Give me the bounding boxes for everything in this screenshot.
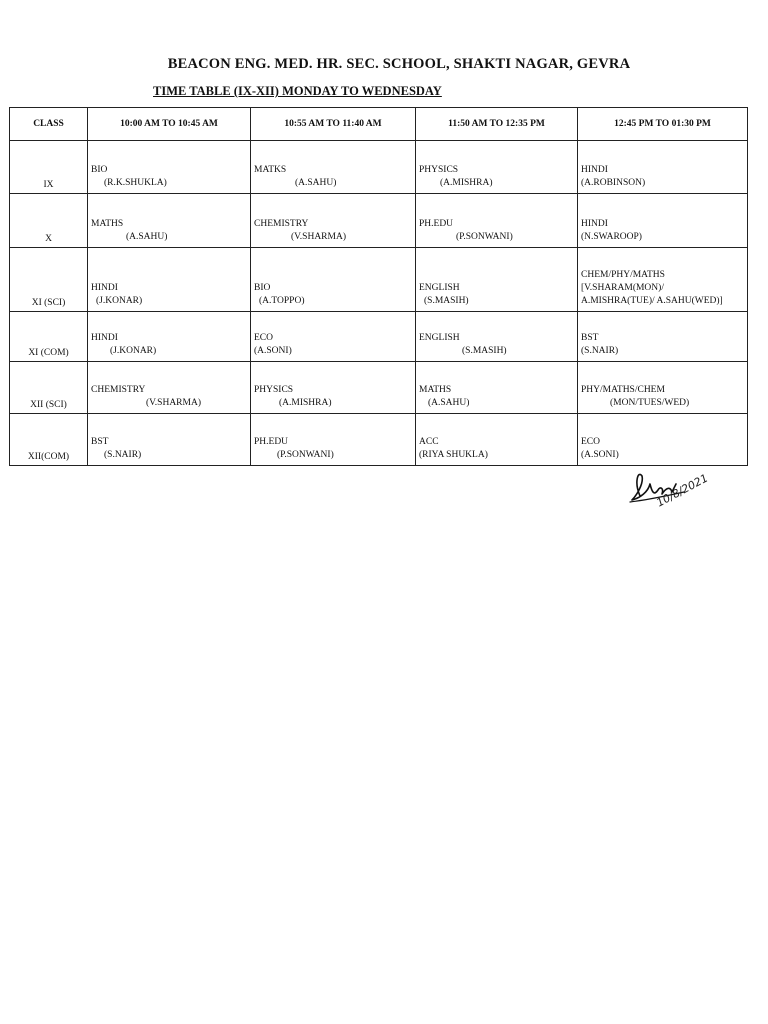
- period-cell: [578, 414, 748, 466]
- period-cell: [251, 362, 416, 414]
- period-cell: [251, 194, 416, 248]
- subject-label: HINDI: [91, 283, 118, 293]
- subject-label: ENGLISH: [419, 333, 460, 343]
- teacher-label: (R.K.SHUKLA): [104, 178, 167, 188]
- subject-label: ENGLISH: [419, 283, 460, 293]
- period-cell: [416, 194, 578, 248]
- subject-label: HINDI: [91, 333, 118, 343]
- class-cell: XII (SCI): [10, 362, 88, 414]
- teacher-label: (V.SHARMA): [291, 232, 346, 242]
- period-cell: [416, 248, 578, 312]
- teacher-label: (N.SWAROOP): [581, 232, 642, 242]
- subject-label: HINDI: [581, 219, 608, 229]
- subject-label: BIO: [254, 283, 271, 293]
- teacher-label: (S.NAIR): [104, 450, 142, 460]
- class-cell: X: [10, 194, 88, 248]
- period-cell: [251, 141, 416, 194]
- period-cell: [88, 141, 251, 194]
- period-cell: [416, 414, 578, 466]
- teacher-label: (A.SAHU): [295, 178, 337, 188]
- teacher-label: (A.TOPPO): [259, 296, 305, 306]
- subject-label: PHYSICS: [419, 165, 459, 175]
- teacher-label: (A.MISHRA): [440, 178, 493, 188]
- column-header-period-3: 11:50 AM TO 12:35 PM: [416, 108, 578, 141]
- school-title: BEACON ENG. MED. HR. SEC. SCHOOL, SHAKTI NAGAR, GEVRA: [167, 56, 631, 72]
- teacher-label: (MON/TUES/WED): [610, 398, 690, 408]
- teacher-label: (S.MASIH): [424, 296, 469, 306]
- class-cell: XI (COM): [10, 312, 88, 362]
- teacher-label: (A.SONI): [254, 346, 292, 356]
- teacher-label-continued: A.MISHRA(TUE)/ A.SAHU(WED)]: [581, 296, 723, 306]
- table-row: [10, 248, 748, 312]
- subject-label: BIO: [91, 165, 108, 175]
- teacher-label: (P.SONWANI): [277, 450, 334, 460]
- subject-label: PH.EDU: [254, 437, 289, 447]
- period-cell: [578, 141, 748, 194]
- subject-label: MATHS: [419, 385, 452, 395]
- table-row: [10, 194, 748, 248]
- period-cell: [578, 362, 748, 414]
- subject-label: MATHS: [91, 219, 124, 229]
- column-header-period-2: 10:55 AM TO 11:40 AM: [251, 108, 416, 141]
- period-cell: [88, 312, 251, 362]
- period-cell: [251, 414, 416, 466]
- class-cell: XII(COM): [10, 414, 88, 466]
- table-row: [10, 141, 748, 194]
- timetable-title: TIME TABLE (IX-XII) MONDAY TO WEDNESDAY: [153, 84, 442, 98]
- period-cell: [416, 141, 578, 194]
- teacher-label: (A.SAHU): [428, 398, 470, 408]
- period-cell: [578, 194, 748, 248]
- subject-label: CHEM/PHY/MATHS: [581, 270, 665, 280]
- period-cell: [251, 312, 416, 362]
- class-cell: XI (SCI): [10, 248, 88, 312]
- table-row: [10, 312, 748, 362]
- subject-label: MATKS: [254, 165, 287, 175]
- period-cell: [88, 248, 251, 312]
- subject-label: PHYSICS: [254, 385, 294, 395]
- subject-label: PH.EDU: [419, 219, 454, 229]
- class-cell: IX: [10, 141, 88, 194]
- teacher-label: (RIYA SHUKLA): [419, 450, 488, 460]
- signature-date: 10/8/2021: [654, 471, 711, 510]
- teacher-label: (J.KONAR): [96, 296, 143, 306]
- table-row: [10, 414, 748, 466]
- period-cell: [251, 248, 416, 312]
- period-cell: [88, 194, 251, 248]
- period-cell: [416, 362, 578, 414]
- period-cell: [578, 248, 748, 312]
- teacher-label: (A.MISHRA): [279, 398, 332, 408]
- timetable: [9, 107, 748, 466]
- table-row: [10, 362, 748, 414]
- subject-label: ACC: [419, 437, 439, 447]
- subject-label: BST: [91, 437, 109, 447]
- teacher-label: (V.SHARMA): [146, 398, 201, 408]
- subject-label: ECO: [254, 333, 273, 343]
- period-cell: [88, 362, 251, 414]
- subject-label: ECO: [581, 437, 600, 447]
- subject-label: CHEMISTRY: [91, 385, 146, 395]
- period-cell: [88, 414, 251, 466]
- column-header-class: CLASS: [10, 108, 88, 141]
- teacher-label: (A.SAHU): [126, 232, 168, 242]
- subject-label: PHY/MATHS/CHEM: [581, 385, 665, 395]
- period-cell: [578, 312, 748, 362]
- teacher-label: (S.MASIH): [462, 346, 507, 356]
- subject-label: CHEMISTRY: [254, 219, 309, 229]
- teacher-label: (A.SONI): [581, 450, 619, 460]
- teacher-label: [V.SHARAM(MON)/: [581, 283, 664, 293]
- teacher-label: (P.SONWANI): [456, 232, 513, 242]
- teacher-label: (A.ROBINSON): [581, 178, 646, 188]
- subject-label: BST: [581, 333, 599, 343]
- teacher-label: (S.NAIR): [581, 346, 619, 356]
- column-header-period-4: 12:45 PM TO 01:30 PM: [578, 108, 748, 141]
- period-cell: [416, 312, 578, 362]
- subject-label: HINDI: [581, 165, 608, 175]
- teacher-label: (J.KONAR): [110, 346, 157, 356]
- header-row: [10, 108, 748, 141]
- column-header-period-1: 10:00 AM TO 10:45 AM: [88, 108, 251, 141]
